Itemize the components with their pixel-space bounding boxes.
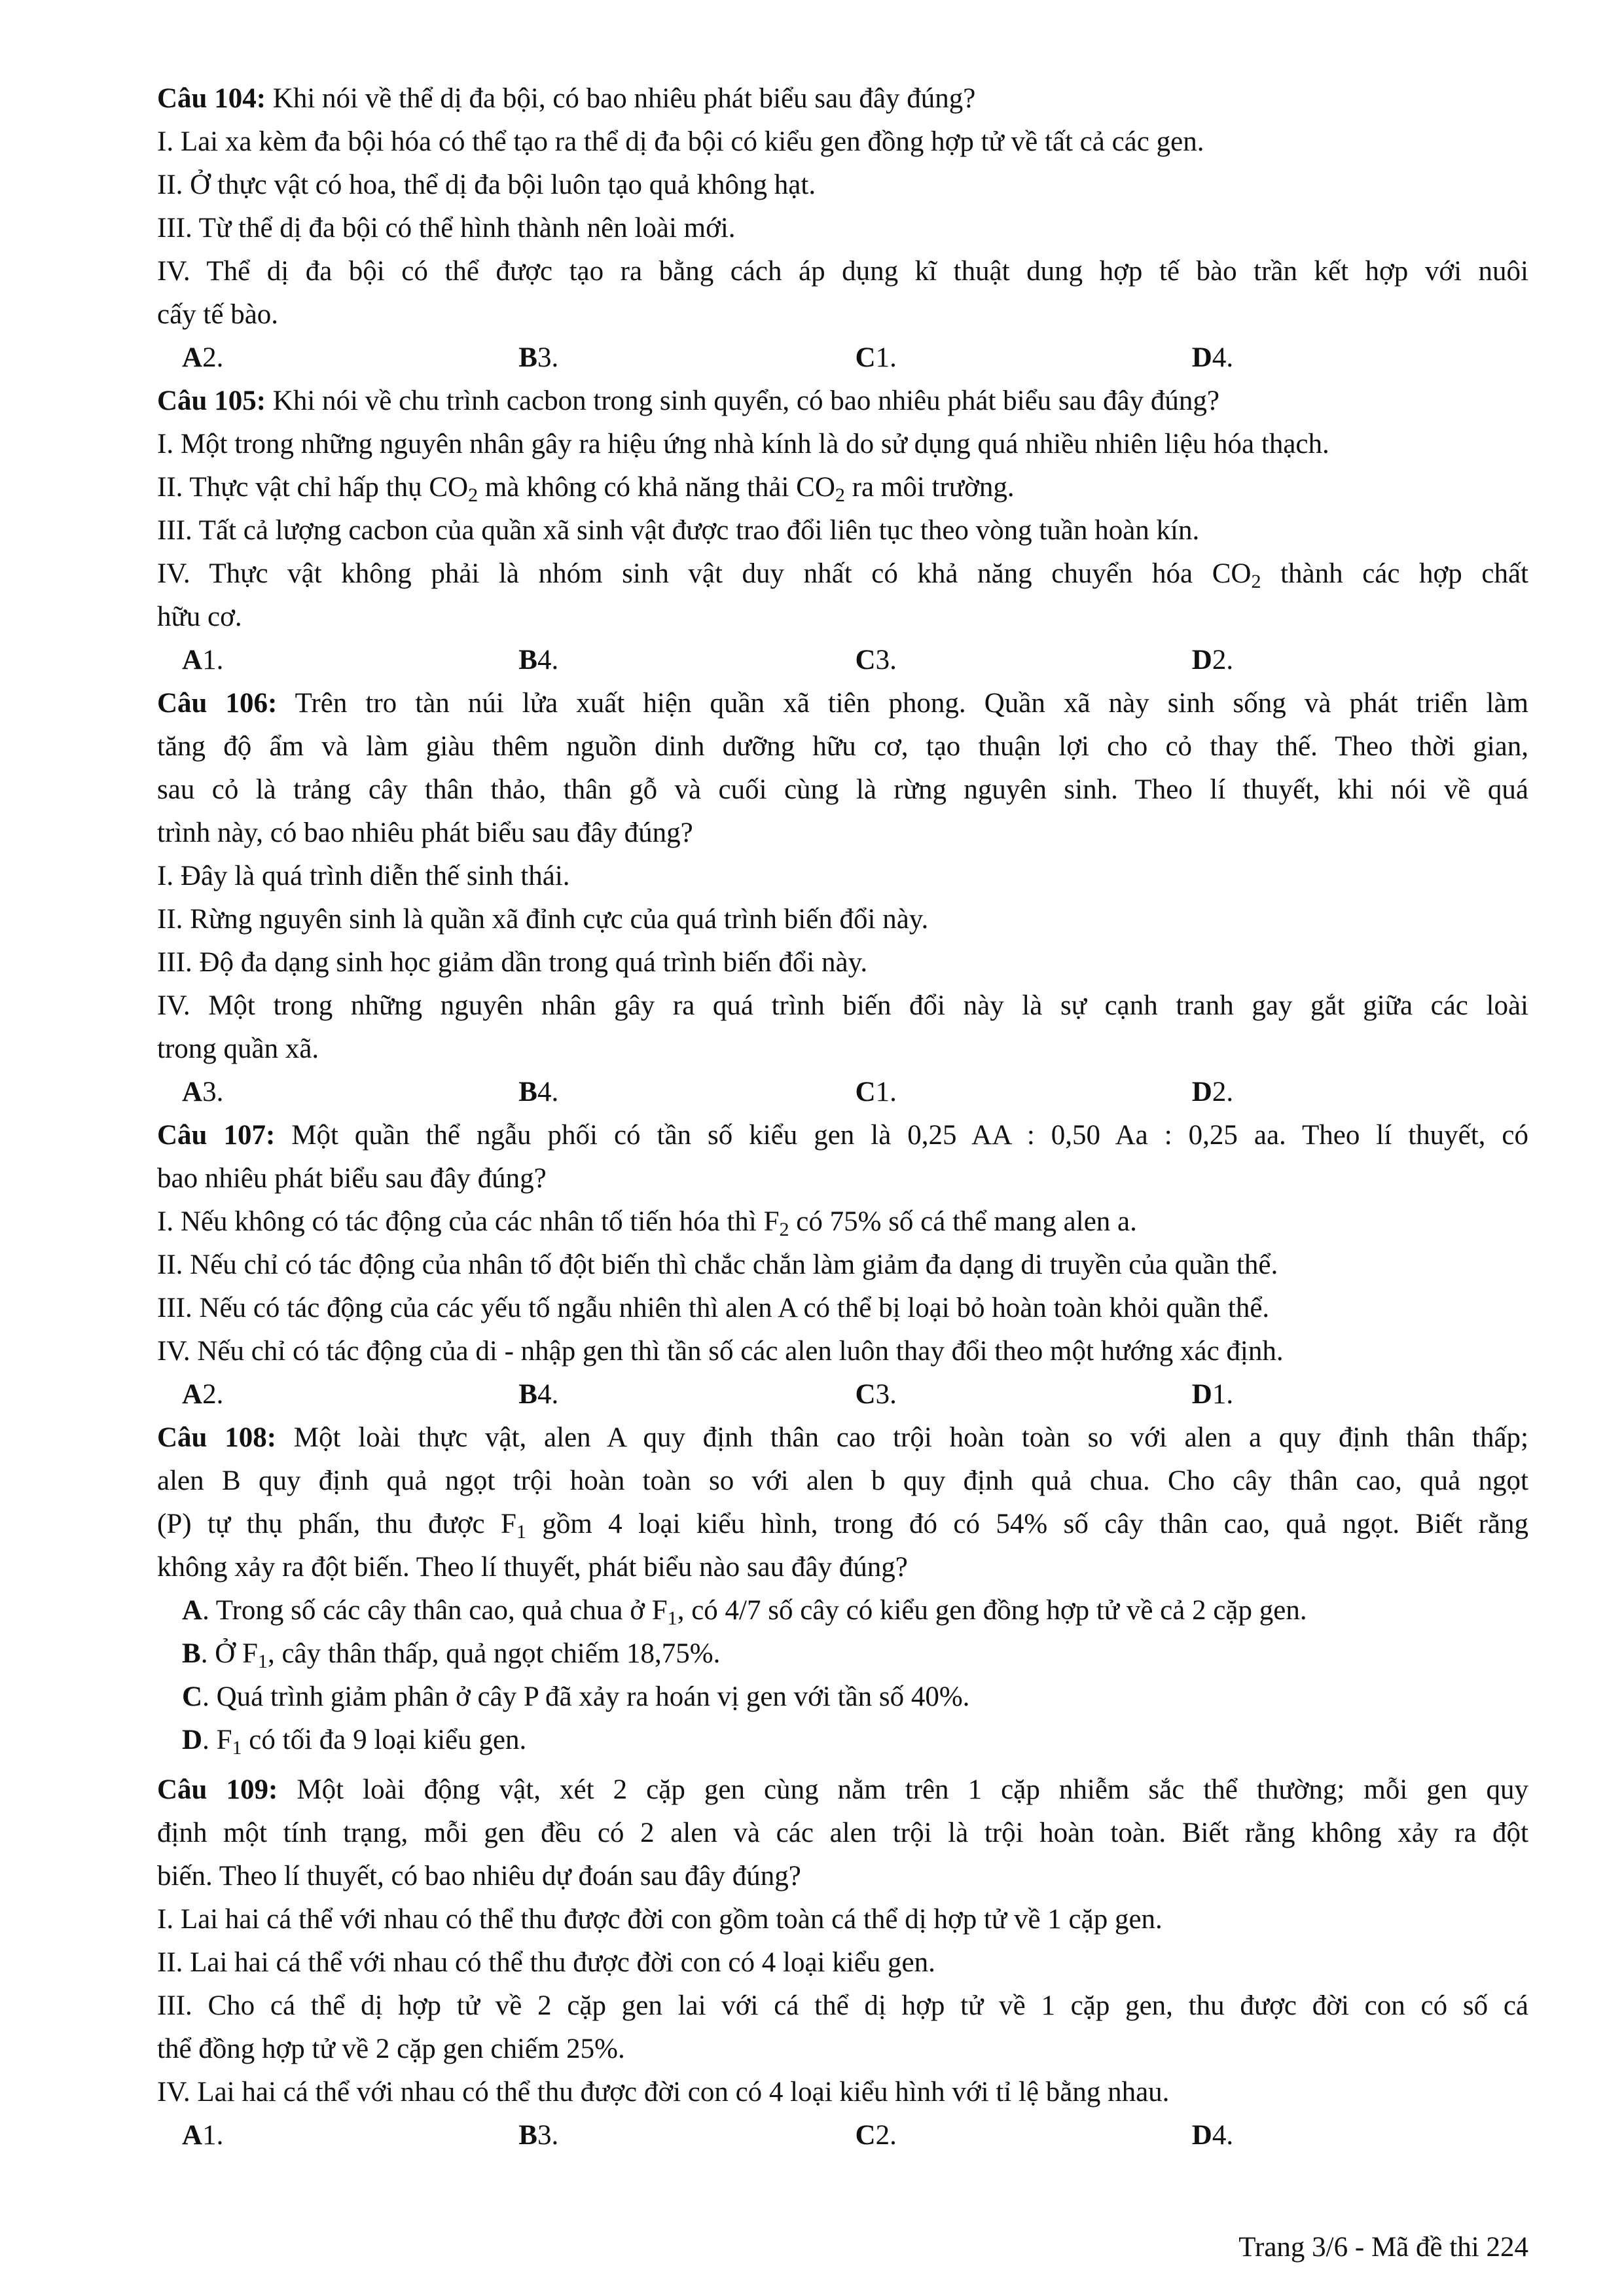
statement-3: III. Độ đa dạng sinh học giảm dần trong quá trình biến đổi này.	[157, 947, 868, 978]
question-stem: Khi nói về chu trình cacbon trong sinh quyển, có bao nhiêu phát biểu sau đây đúng?	[266, 386, 1219, 416]
statement-2: II. Rừng nguyên sinh là quần xã đỉnh cực của quá trình biến đổi này.	[157, 904, 929, 935]
statement-3: III. Tất cả lượng cacbon của quần xã sinh vật được trao đổi liên tục theo vòng tuần hoàn kín.	[157, 515, 1200, 546]
question-stem: Một quần thể ngẫu phối có tần số kiểu gen là 0,25 AA : 0,50 Aa : 0,25 aa. Theo lí thuyết, có	[275, 1120, 1528, 1151]
statement-2: II. Lai hai cá thể với nhau có thể thu được đời con có 4 loại kiểu gen.	[157, 1947, 935, 1978]
question-label: Câu 108:	[157, 1422, 277, 1453]
option-a[interactable]: A2.	[182, 1379, 224, 1410]
option-b[interactable]: B3.	[518, 342, 559, 373]
page-footer: Trang 3/6 - Mã đề thi 224	[1238, 2232, 1528, 2263]
question-label: Câu 109:	[157, 1774, 278, 1805]
option-b[interactable]: B. Ở $F_1$, cây thân thấp, quả ngọt chiếm 18,75%.	[182, 1638, 721, 1672]
statement-4-cont: cấy tế bào.	[157, 299, 279, 330]
answer-options	[157, 1071, 1528, 1114]
option-b[interactable]: B4.	[518, 1077, 559, 1107]
option-c[interactable]: C2.	[855, 2120, 897, 2151]
option-d[interactable]: D2.	[1191, 1077, 1234, 1107]
statement-4-cont: trong quần xã.	[157, 1033, 319, 1064]
statement-1: I. Lai xa kèm đa bội hóa có thể tạo ra thể dị đa bội có kiểu gen đồng hợp tử về tất cả các gen.	[157, 126, 1204, 157]
statement-4-cont: hữu cơ.	[157, 601, 242, 632]
option-c[interactable]: C1.	[855, 1077, 897, 1107]
statement-3: III. Từ thể dị đa bội có thể hình thành nên loài mới.	[157, 213, 736, 243]
statement-1: I. Một trong những nguyên nhân gây ra hiệu ứng nhà kính là do sử dụng quá nhiều nhiên liệu hóa thạch.	[157, 429, 1329, 459]
question-label: Câu 105:	[157, 386, 266, 416]
option-c[interactable]: C3.	[855, 645, 897, 675]
question-109	[157, 1768, 1528, 2157]
question-label: Câu 104:	[157, 83, 266, 114]
statement-4: IV. Lai hai cá thể với nhau có thể thu được đời con có 4 loại kiểu hình với tỉ lệ bằng nhau.	[157, 2077, 1170, 2108]
statement-4: IV. Thực vật không phải là nhóm sinh vật duy nhất có khả năng chuyển hóa $CO_2$ thành các hợp chất	[157, 558, 1528, 592]
question-stem-line-3: (P) tự thụ phấn, thu được $F_1$ gồm 4 loại kiểu hình, trong đó có 54% số cây thân cao, quả ngọt. Biết rằng	[157, 1509, 1528, 1543]
option-b[interactable]: B3.	[518, 2120, 559, 2151]
answer-options	[157, 2114, 1528, 2157]
statement-3: III. Cho cá thể dị hợp tử về 2 cặp gen lai với cá thể dị hợp tử về 1 cặp gen, thu được đời con có số cá	[157, 1990, 1528, 2021]
option-d[interactable]: D4.	[1191, 342, 1234, 373]
option-a[interactable]: A3.	[182, 1077, 224, 1107]
question-105	[157, 380, 1528, 682]
statement-1: I. Nếu không có tác động của các nhân tố tiến hóa thì $F_2$ có 75% số cá thể mang alen a.	[157, 1206, 1137, 1240]
answer-options	[157, 336, 1528, 380]
question-stem: Trên tro tàn núi lửa xuất hiện quần xã tiên phong. Quần xã này sinh sống và phát triển làm	[277, 688, 1528, 719]
option-d[interactable]: D4.	[1191, 2120, 1234, 2151]
option-c[interactable]: C. Quá trình giảm phân ở cây P đã xảy ra hoán vị gen với tần số 40%.	[182, 1681, 970, 1712]
answer-options	[157, 639, 1528, 682]
question-stem-line-2: alen B quy định quả ngọt trội hoàn toàn so với alen b quy định quả chua. Cho cây thân cao, quả ngọt	[157, 1465, 1528, 1496]
question-stem-line-2: tăng độ ẩm và làm giàu thêm nguồn dinh dưỡng hữu cơ, tạo thuận lợi cho cỏ thay thế. Theo thời gian,	[157, 731, 1528, 762]
statement-3-cont: thể đồng hợp tử về 2 cặp gen chiếm 25%.	[157, 2034, 625, 2064]
statement-1: I. Lai hai cá thể với nhau có thể thu được đời con gồm toàn cá thể dị hợp tử về 1 cặp gen.	[157, 1904, 1163, 1935]
question-104	[157, 77, 1528, 380]
option-b[interactable]: B4.	[518, 645, 559, 675]
question-107	[157, 1114, 1528, 1416]
statement-2: II. Nếu chỉ có tác động của nhân tố đột biến thì chắc chắn làm giảm đa dạng di truyền của quần thể.	[157, 1249, 1278, 1280]
question-stem: Một loài động vật, xét 2 cặp gen cùng nằm trên 1 cặp nhiễm sắc thể thường; mỗi gen quy	[278, 1774, 1528, 1805]
exam-page	[157, 77, 1528, 2157]
option-a[interactable]: A. Trong số các cây thân cao, quả chua ở $F_1$, có 4/7 số cây có kiểu gen đồng hợp tử về cả 2 cặp gen.	[182, 1595, 1307, 1629]
question-stem-line-3: biến. Theo lí thuyết, có bao nhiêu dự đoán sau đây đúng?	[157, 1861, 801, 1892]
statement-4: IV. Nếu chỉ có tác động của di - nhập gen thì tần số các alen luôn thay đổi theo một hướng xác định.	[157, 1336, 1284, 1367]
option-c[interactable]: C3.	[855, 1379, 897, 1410]
option-a[interactable]: A2.	[182, 342, 224, 373]
option-a[interactable]: A1.	[182, 645, 224, 675]
statement-2: II. Thực vật chỉ hấp thụ $CO_2$ mà không có khả năng thải $CO_2$ ra môi trường.	[157, 472, 1015, 506]
question-stem: Khi nói về thể dị đa bội, có bao nhiêu phát biểu sau đây đúng?	[266, 83, 976, 114]
question-stem: Một loài thực vật, alen A quy định thân cao trội hoàn toàn so với alen a quy định thân thấp;	[276, 1422, 1528, 1453]
option-d[interactable]: D1.	[1191, 1379, 1234, 1410]
question-stem-line-4: trình này, có bao nhiêu phát biểu sau đây đúng?	[157, 817, 693, 848]
statement-3: III. Nếu có tác động của các yếu tố ngẫu nhiên thì alen A có thể bị loại bỏ hoàn toàn khỏi quần thể.	[157, 1293, 1270, 1323]
option-d[interactable]: D. $F_1$ có tối đa 9 loại kiểu gen.	[182, 1725, 527, 1759]
option-a[interactable]: A1.	[182, 2120, 224, 2151]
answer-options	[157, 1373, 1528, 1416]
statement-4: IV. Một trong những nguyên nhân gây ra quá trình biến đổi này là sự cạnh tranh gay gắt giữa các loài	[157, 990, 1528, 1021]
question-label: Câu 107:	[157, 1120, 276, 1151]
option-d[interactable]: D2.	[1191, 645, 1234, 675]
question-108	[157, 1416, 1528, 1762]
option-b[interactable]: B4.	[518, 1379, 559, 1410]
question-stem-line-4: không xảy ra đột biến. Theo lí thuyết, phát biểu nào sau đây đúng?	[157, 1552, 908, 1583]
question-stem-line-2: bao nhiêu phát biểu sau đây đúng?	[157, 1163, 547, 1194]
question-label: Câu 106:	[157, 688, 278, 719]
statement-2: II. Ở thực vật có hoa, thể dị đa bội luôn tạo quả không hạt.	[157, 170, 816, 200]
statement-4: IV. Thể dị đa bội có thể được tạo ra bằng cách áp dụng kĩ thuật dung hợp tế bào trần kết hợp với nuôi	[157, 256, 1528, 287]
question-stem-line-2: định một tính trạng, mỗi gen đều có 2 alen và các alen trội là trội hoàn toàn. Biết rằng không xảy ra đột	[157, 1818, 1528, 1848]
option-c[interactable]: C1.	[855, 342, 897, 373]
question-stem-line-3: sau cỏ là trảng cây thân thảo, thân gỗ và cuối cùng là rừng nguyên sinh. Theo lí thuyết, khi nói về quá	[157, 774, 1528, 805]
question-106	[157, 682, 1528, 1114]
statement-1: I. Đây là quá trình diễn thế sinh thái.	[157, 861, 570, 891]
